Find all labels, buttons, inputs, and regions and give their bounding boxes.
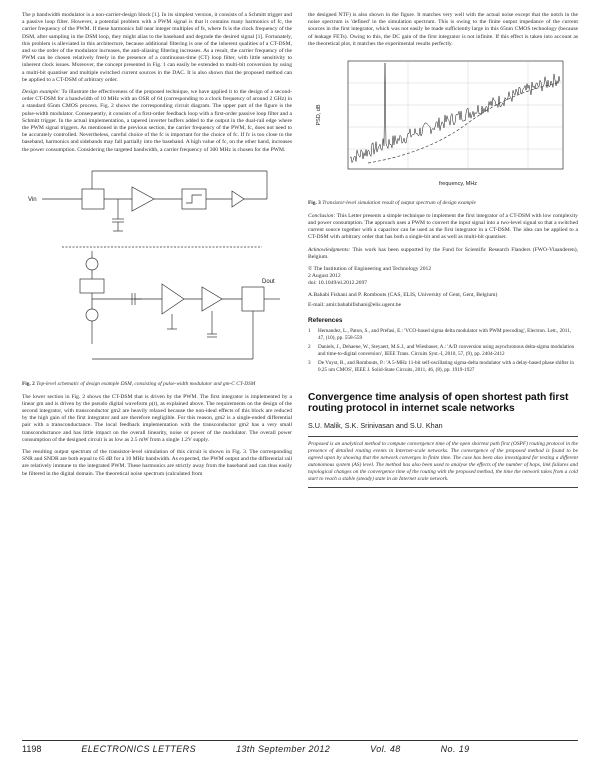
date-line: 2 August 2012 [308, 273, 341, 280]
reference-text: De Vuyst, B., and Rombouts, P.: 'A 5-MHz 11-bit self-oscillating sigma-delta modulator with a delay-based phase shifter in 0.25 um CMOS', IEEE J. Solid-State Circuits, 2011, 46, (8), pp. 1919-1927 [318, 360, 574, 374]
reference-list [308, 328, 578, 374]
conclusion-text: This Letter presents a simple technique to implement the first integrator of a CT-DSM with low complexity and power consumption. The approach uses a PWM to convert the input signal into a two-level signal so that a switched current source together with a capacitor can be used as the first integrator in a CT-DSM. The idea can be applied to a CT-DSM with arbitrary order that has both a single-bit and as well as multi-bit quantiser. [308, 212, 578, 241]
page-number: 1198 [22, 744, 42, 754]
figure-2-schematic [22, 159, 292, 374]
lower-paragraph: The resulting output spectrum of the transistor-level simulation of this circuit is shown in Fig. 3. The corresponding SNR and SNDR are both equal to 65 dB for a 10 MHz bandwidth. As expected, the PWM output and the differential rail are relatively immune to the integrated PWM. These harmonics are strictly away from the baseband and can thus easily be filtered in the digital domain. The theoretical noise spectrum (calculated from [22, 449, 292, 477]
reference-number: 2 [308, 344, 311, 351]
figure-2-caption [22, 381, 292, 388]
figure-3-caption-text: Transistor-level simulation result of output spectrum of design example [322, 200, 476, 207]
next-article-title: Convergence time analysis of open shortest path first routing protocol in internet scale networks [308, 391, 569, 415]
copyright-line: © The Institution of Engineering and Technology 2012 [308, 266, 432, 273]
references-heading: References [308, 317, 343, 325]
conclusion-heading: Conclusion: [308, 212, 336, 219]
acknowledgments-text: This work has been supported by the Fund for Scientific Research Flanders (FWO-Vlaanderen), Belgium. [308, 246, 578, 260]
page-footer [22, 740, 578, 754]
reference-item [308, 328, 578, 341]
design-example-text: To illustrate the effectiveness of the proposed technique, we have applied it to the design of a second-order CT-DSM for a bandwidth of 10 MHz with an OSR of 64 (corresponding to a clock frequency of around 2 GHz) in a standard 65nm CMOS process. Fig. 2 shows the corresponding circuit diagram. The upper part of the figure is the pulse-width modulator. Consequently, it consists of a first-order feedback loop with a first-order passive loop filter and a Schmitt trigger. In the actual implementation, a tapered inverter buffers added to the output in the dual-rail edge where the PWM signal triggers. As mentioned in the previous section, the carrier frequency of the PWM, fc, does not need to be accurately controlled. Nevertheless, careful choice of the fc is important for the choice of fc. If fc is too close to the baseband, harmonics and sidebands may fall partially into the baseband. A high value of fc, on the other hand, increases the power consumption. Considering the targeted bandwidth, a carrier frequency of 300 MHz is chosen for the PWM. [22, 89, 292, 153]
design-example-heading: Design example: [22, 89, 60, 96]
reference-number: 1 [308, 328, 311, 335]
conclusion-paragraph [308, 213, 578, 242]
reference-text: Daniels, J., Dehaene, W., Steyaert, M.S.J., and Wiesbauer, A.: 'A/D conversion using asynchronous delta-sigma modulation and time-to-digital conversion', IEEE Trans. Circuits Syst.-I, 2010, 57, (9), pp. 2404-2412 [318, 344, 575, 357]
figure-2-output-label: Dout [262, 278, 275, 285]
acknowledgments-heading: Acknowledgments: [308, 246, 351, 253]
figure-3 [308, 53, 578, 207]
figure-3-xlabel: frequency, MHz [438, 181, 478, 188]
reference-number: 3 [308, 360, 311, 367]
left-column [22, 12, 292, 483]
next-article-authors: S.U. Malik, S.K. Srinivasan and S.U. Khan [308, 420, 443, 430]
article-meta [308, 266, 578, 309]
design-example-paragraph [22, 89, 292, 154]
intro-paragraph: The p bandwidth modulator is a non-carrier-design block [1]. In its simplest version, it consists of a Schmitt trigger and a passive loop filter. However, a potential problem with a PWM signal is that it contains many harmonics of fc, the carrier frequency of the PWM. If these harmonics fall near integer multiples of fs, where fs is the clock frequency of the DSM, after sampling in the DSM loop, they might alias to the baseband and degrade the desired signal [1]. Fortunately, this problem is alleviated in this architecture, because additional filtering is one of the inherent qualities of a CT-DSM, and so the order of the modulator increases, the anti-aliasing filtering increases. As a result, the carrier frequency of the PWM can be chosen relatively freely in the presence of a continuous-time (CT) loop filter, with little sensitivity to inherent clock issues. Moreover, the concept presented in Fig. 1 can easily be extended to multi-bit conversion by using a multi-bit quantiser and multiple switched current sources in the DAC. It is also shown that the proposed method can be applied to a CT-DSM of arbitrary order. [22, 12, 292, 83]
right-column [308, 12, 578, 488]
figure-3-caption-label: Fig. 3 [308, 200, 321, 207]
figure-3-ylabel: PSD, dB [316, 104, 322, 126]
lower-paragraph: The lower section in Fig. 2 shows the CT-DSM that is driven by the PWM. The first integrator is implemented by a linear gm and is driven by the pseudo digital waveform p(t), as explained above. The requirements on the design of the second integrator, with transconductor gm2 are heavily relaxed because the non-ideal effects of this block are reduced by the high gain of the first integrator and are therefore negligible. For this reason, gm2 is a single-ended differential pair with a transconductance. The local feedback implementation with the transconductor gm2 has a very small transconductance and has little impact on the overall linearity, noise or power of the modulator. The overall power consumption of the designed circuit is as low as 2.5 mW from a single 1.2V supply. [22, 393, 292, 443]
doi-line: doi: 10.1049/el.2012.2697 [308, 280, 368, 287]
figure-2-caption-text: Top-level schematic of design example DSM, consisting of pulse-width modulator and gm-C CT-DSM [36, 380, 256, 387]
author-affiliation: A.Bahabi Fishani and P. Rombouts (CAS, ELIS, University of Gent, Gent, Belgium) [308, 291, 498, 298]
next-article-abstract: Proposed is an analytical method to compute convergence time of the open shortest path first (OSPF) routing protocol in the presence of detailed routing events in Internet-scale networks. The convergence of the proposed method is found to be agreed upon by showing that the network converges in finite time. The case has been also investigated for testing a different autonomous system (AS) level. The method has also been used to analyse the effects of the number of hops, link failures and topological changes on the convergence time of the routing with the proposed method, the time the network takes from a cold start to reach a stable (steady) state in an Internet scale network. [308, 436, 578, 488]
figure-2 [22, 159, 292, 388]
journal-name: ELECTRONICS LETTERS [81, 744, 196, 754]
figure-2-caption-label: Fig. 2 [22, 380, 35, 387]
reference-text: Hernandez, L., Paton, S., and Prefasi, E.: 'VCO-based sigma delta modulator with PWM precoding', Electron. Lett., 2011, 47, (10), pp. 558-559 [318, 328, 572, 341]
issue-number: No. 19 [440, 744, 470, 754]
continued-paragraph: the designed NTF) is also shown in the figure. It matches very well with the actual noise except that the notch in the noise spectrum is 'defined' in the simulation spectrum. This is owing to the finite output impedance of the current sources in the first integrator, which was not easily be made sufficiently large in this 65nm CMOS technology (because of leakage FETs). Owing to this, the DC gain of the first integrator is not infinite. If this effect is taken into account as the theoretical plot, it matches the experimental results perfectly. [308, 12, 578, 47]
theoretical-ntf-curve [368, 83, 558, 163]
issue-date: 13th September 2012 [235, 744, 331, 754]
figure-3-caption [308, 200, 578, 207]
email-link[interactable]: E-mail: amir.bahabifishani@elis.ugent.be [308, 301, 402, 308]
acknowledgments-paragraph [308, 247, 578, 261]
reference-item [308, 344, 578, 357]
figure-3-spectrum-plot [308, 53, 578, 193]
figure-2-input-label: Vin [28, 196, 37, 203]
reference-item [308, 360, 578, 373]
volume: Vol. 48 [370, 744, 401, 754]
spectrum-trace [350, 63, 560, 163]
